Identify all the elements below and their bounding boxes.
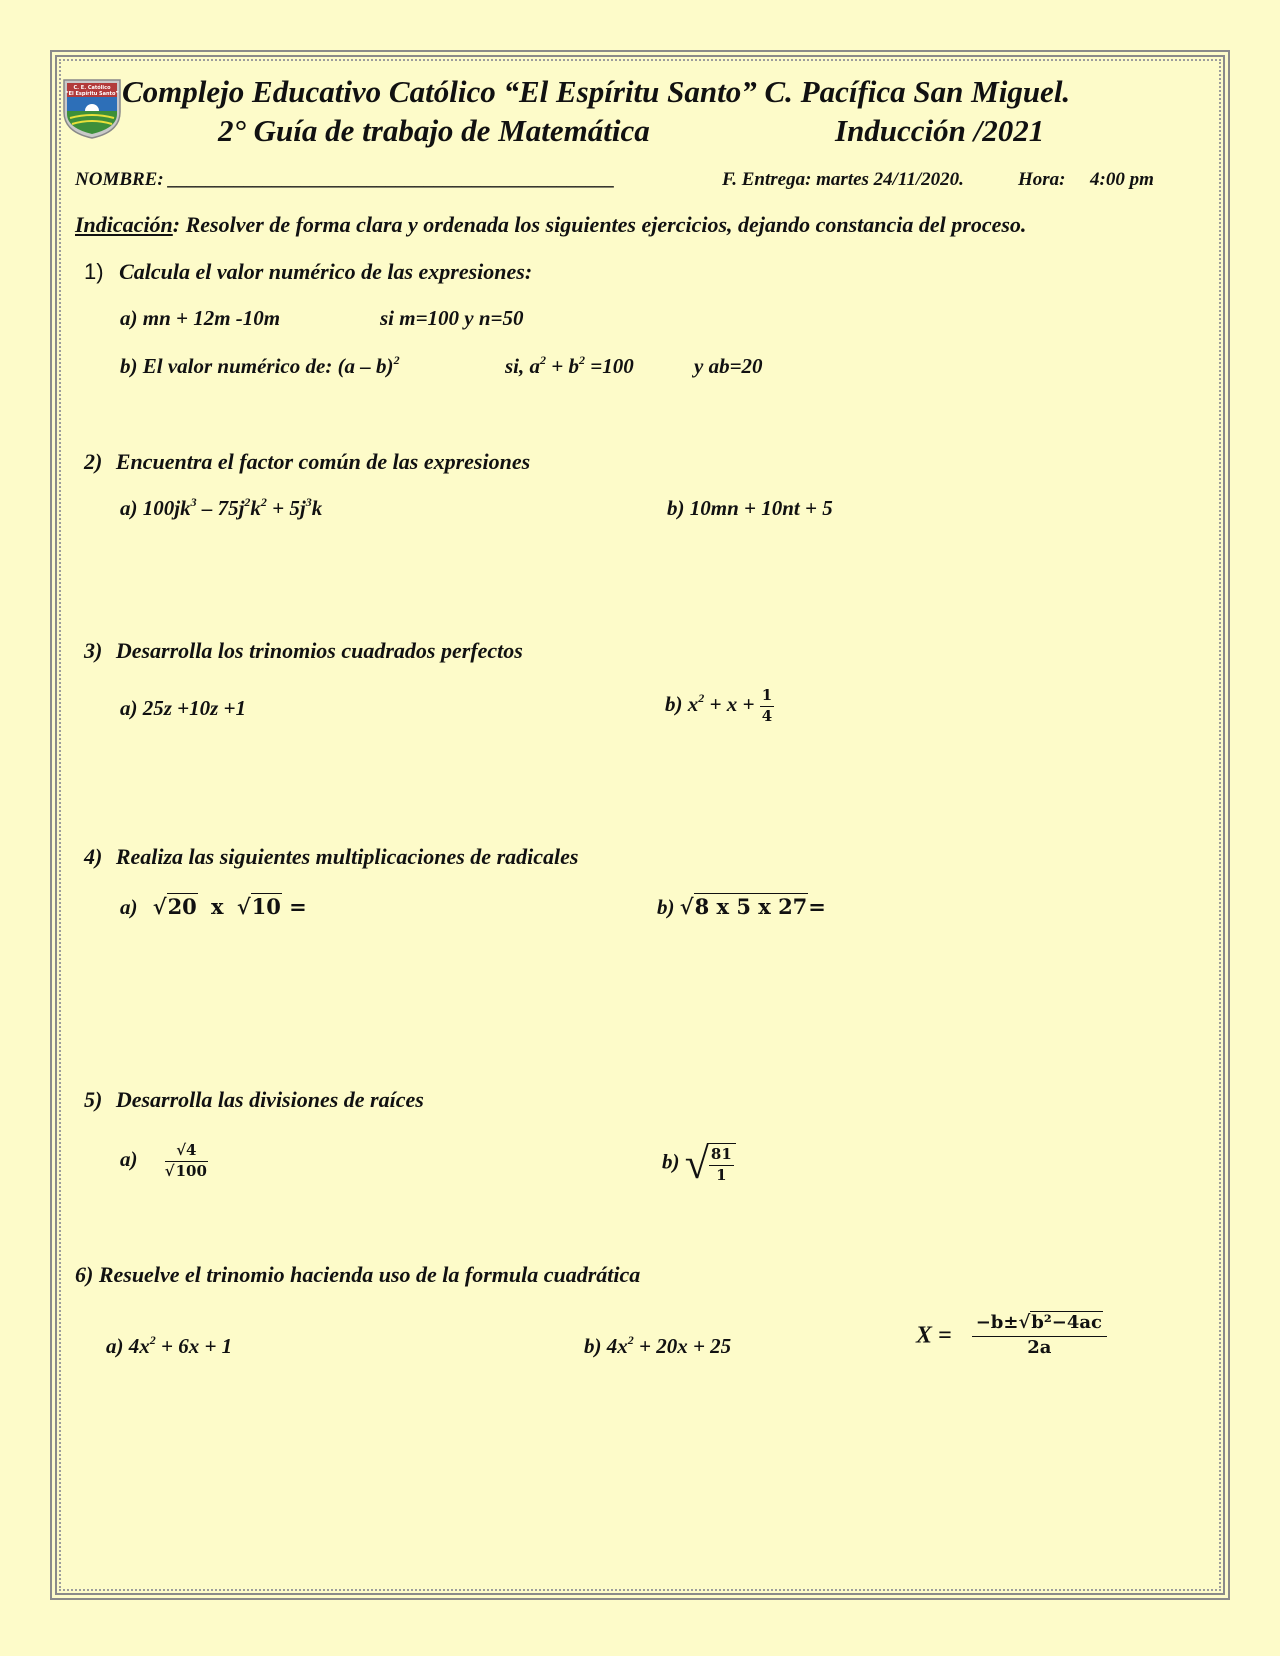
q2-a-expression: a) $100jk^3 - 75j^2k^2 + 5j^3k$ [120,495,323,520]
name-blank: _______________________________________________ [168,169,615,190]
hour-label: Hora: [1018,169,1066,190]
logo-text-1: C. E. Católico [73,85,111,91]
name-label: NOMBRE: [75,169,164,190]
q3-a-expression: a) 25z +10z +1 [120,696,247,720]
q4-heading [84,844,578,870]
q5-a-expression: a) $\frac{√4}{√100}$ [120,1141,207,1180]
logo-text-2: “El Espíritu Santo” [65,91,119,97]
q5-heading [84,1087,424,1113]
q3-title: Desarrolla los trinomios cuadrados perfectos [115,638,523,663]
q3-b-expression: b) $x^2 + x$ + $\frac{1}{4}$ [665,686,773,725]
q4-b-expression: b) √8 x 5 x 27= [657,894,826,919]
quadratic-formula: X = $\frac{\text{−b±√b²−4ac}}{2a}$ [916,1314,1107,1358]
q5-b-expression: b) √ $\frac{81}{1}$ [662,1138,736,1189]
q4-title: Realiza las siguientes multiplicaciones de radicales [115,844,579,869]
q6-b-expression: b) $4x^2 + 20x + 25$ [584,1333,732,1358]
q1-b-expression: b) El valor numérico de: (a – b)$^2$ [120,353,400,378]
q2-title: Encuentra el factor común de las expresiones [115,449,531,474]
school-logo [62,78,122,140]
q4-number: 4) [84,844,103,869]
guide-title: 2° Guía de trabajo de Matemática [218,113,650,148]
q5-title: Desarrolla las divisiones de raíces [115,1087,424,1112]
q2-b-expression: b) 10mn + 10nt + 5 [667,496,833,520]
q3-number: 3) [84,638,103,663]
q3-heading [84,638,523,664]
due-date: F. Entrega: martes 24/11/2020. [722,169,964,190]
q2-number: 2) [84,449,103,474]
indication-label: Indicación [75,212,173,237]
name-line [75,169,615,191]
q6-a-expression: a) $4x^2 + 6x + 1$ [106,1333,233,1358]
course-title: Inducción /2021 [835,113,1045,148]
indication [75,212,1026,238]
q2-heading [84,449,530,475]
q1-a-condition: si m=100 y n=50 [380,306,524,330]
q1-title: Calcula el valor numérico de las expresiones: [119,259,533,284]
q1-heading [84,259,532,285]
school-title: Complejo Educativo Católico “El Espíritu Santo” C. Pacífica San Miguel. [122,74,1071,109]
q1-b-condition-2: y ab=20 [694,354,763,378]
indication-text: : Resolver de forma clara y ordenada los siguientes ejercicios, dejando constancia del proceso. [172,212,1027,237]
q1-a-expression: a) mn + 12m -10m [120,306,281,330]
q1-number: 1) [84,259,104,284]
q5-number: 5) [84,1087,103,1112]
q6-title: 6) Resuelve el trinomio hacienda uso de la formula cuadrática [75,1262,641,1287]
q4-a-expression: a) √20 x √10 = [120,894,307,919]
hour-value: 4:00 pm [1090,169,1154,190]
q1-b-condition: si, $a^2 + b^2 =100$ [505,353,634,378]
